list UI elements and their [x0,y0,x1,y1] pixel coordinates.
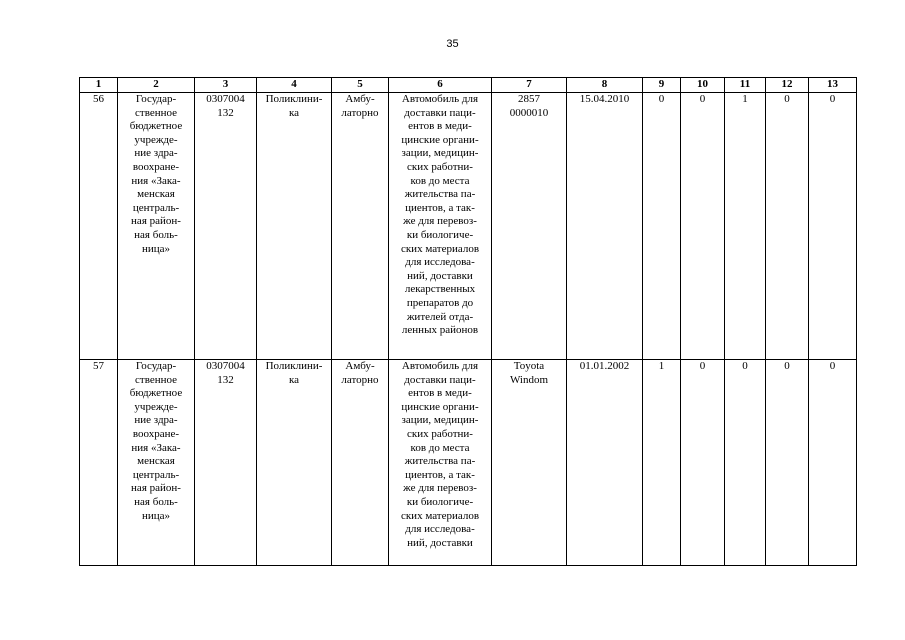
column-header: 4 [257,78,332,93]
row-number-cell: 57 [80,360,118,566]
column-header: 5 [332,78,389,93]
header-row [80,78,857,93]
code-cell: 0307004 132 [195,360,257,566]
count-cell: 0 [766,360,809,566]
column-header: 12 [766,78,809,93]
table-row [80,360,857,566]
institution-cell: Государ- ственное бюджетное учрежде- ние здра- воохране- ния «Зака- менская централь- ная район- ная боль- ница» [118,93,195,360]
column-header: 11 [725,78,766,93]
vehicle-cell: 2857 0000010 [492,93,567,360]
table-row [80,93,857,360]
column-header: 6 [389,78,492,93]
count-cell: 0 [809,360,857,566]
purpose-cell: Автомобиль для доставки паци- ентов в меди- цинские органи- зации, медицин- ских работни- ков до места жительства па- циентов, а так- же для перевоз- ки биологиче- ских материалов для исследова- ний, доставки [389,360,492,566]
care-type-cell: Амбу- латорно [332,93,389,360]
column-header: 2 [118,78,195,93]
count-cell: 0 [643,93,681,360]
institution-cell: Государ- ственное бюджетное учрежде- ние здра- воохране- ния «Зака- менская централь- ная район- ная боль- ница» [118,360,195,566]
count-cell: 0 [681,93,725,360]
count-cell: 0 [809,93,857,360]
column-header: 9 [643,78,681,93]
unit-cell: Поликлини- ка [257,93,332,360]
count-cell: 0 [681,360,725,566]
vehicle-table [79,77,857,566]
count-cell: 0 [725,360,766,566]
column-header: 10 [681,78,725,93]
count-cell: 1 [643,360,681,566]
date-cell: 15.04.2010 [567,93,643,360]
page-number: 35 [446,38,459,50]
column-header: 3 [195,78,257,93]
column-header: 1 [80,78,118,93]
column-header: 7 [492,78,567,93]
care-type-cell: Амбу- латорно [332,360,389,566]
code-cell: 0307004 132 [195,93,257,360]
vehicle-cell: Toyota Windom [492,360,567,566]
purpose-cell: Автомобиль для доставки паци- ентов в меди- цинские органи- зации, медицин- ских работни- ков до места жительства па- циентов, а так- же для перевоз- ки биологиче- ских материалов для исследова- ний, доставки лекарственных препаратов до жителей отда- ленных районов [389,93,492,360]
unit-cell: Поликлини- ка [257,360,332,566]
date-cell: 01.01.2002 [567,360,643,566]
column-header: 13 [809,78,857,93]
count-cell: 1 [725,93,766,360]
count-cell: 0 [766,93,809,360]
row-number-cell: 56 [80,93,118,360]
column-header: 8 [567,78,643,93]
